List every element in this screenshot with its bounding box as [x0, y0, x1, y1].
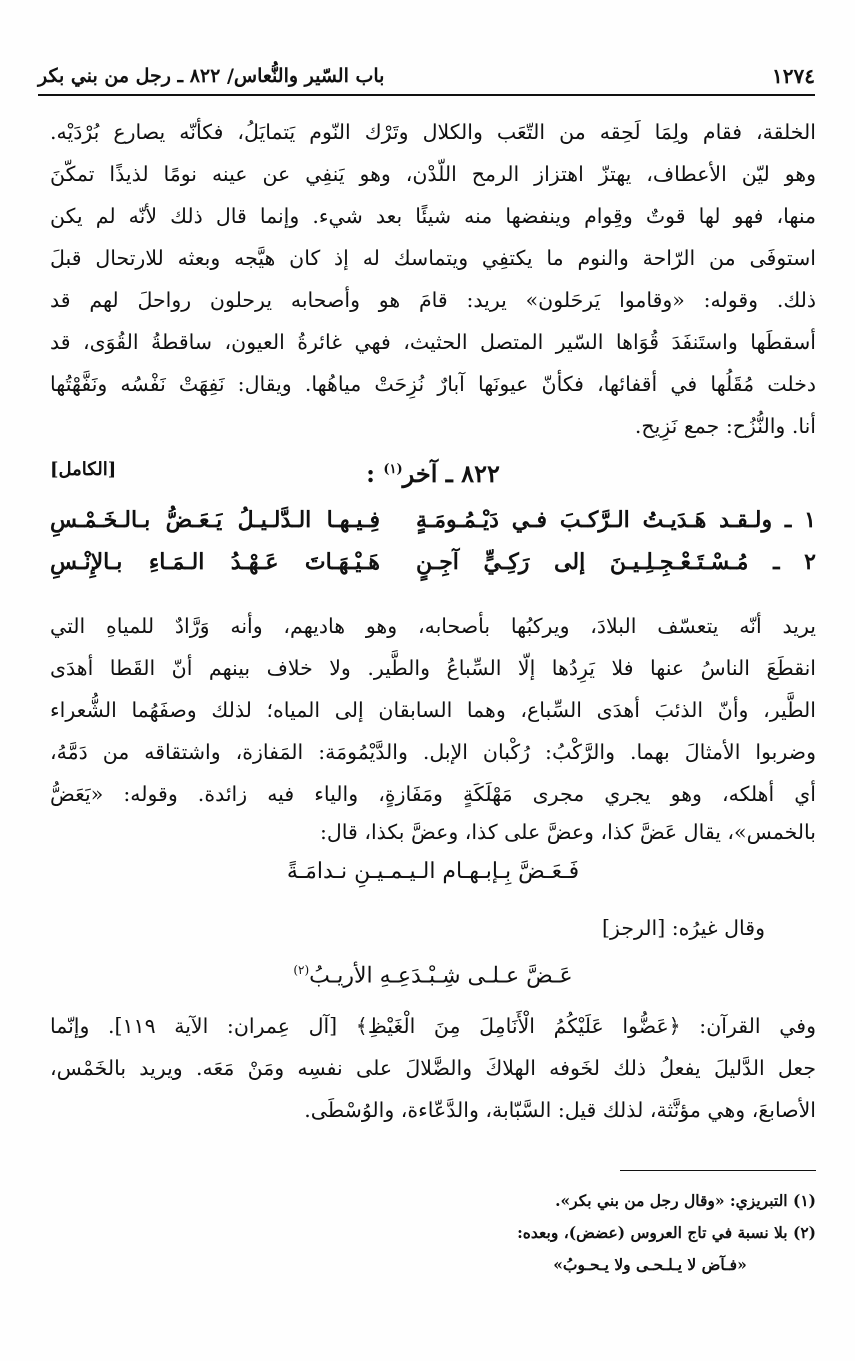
- page-number: ١٢٧٤: [772, 64, 815, 88]
- text-line: أي أهلكه، وهو يجري مجرى مَهْلَكَةٍ ومَفَازةٍ، والياء فيه زائدة. وقوله: «يَعَضُّ: [50, 782, 816, 806]
- footnote-mark: (٢): [293, 963, 310, 977]
- footnote: (٢) بلا نسبة في تاج العروس (عضض)، وبعده:: [517, 1223, 816, 1242]
- poem-title: ٨٢٢ ـ آخر$^{(١)}$ :: [366, 459, 500, 488]
- quote-intro: وقال غيرُه: [الرجز]: [602, 916, 765, 940]
- verse-second-hemistich: فِـيـهـا الـدَّلـيـلُ يَـعَـضُّ بـالـخَـمْـسِ: [50, 507, 380, 533]
- text-line: ذلك. وقوله: «وقاموا يَرحَلون» يريد: قامَ هو وأصحابه يرحلون رواحلَ لهم قد: [50, 288, 816, 312]
- text-line: يريد أنّه يتعسّف البلادَ، ويركبُها بأصحابه، وهو هاديهم، وأنه وَرَّادٌ للمياهِ التي: [50, 614, 816, 638]
- text-line: وفي القرآن: ﴿عَضُّوا عَلَيْكُمُ الْأَنَامِلَ مِنَ الْغَيْظِ﴾ [آل عِمران: الآية ١١٩]. وإنّما: [50, 1014, 816, 1038]
- quoted-verse: فَـعَـضَّ بِـإبـهـام الـيـمـيـنِ نـدامَـةً: [286, 859, 580, 884]
- poem-verse: [50, 540, 816, 584]
- footnote-divider: [620, 1170, 816, 1171]
- quoted-verse: عَـضَّ عـلـى شِـبْـدَعِـهِ الأريـبُ$^{(٢)}$: [293, 963, 573, 989]
- text-line: بالخمس»، يقال عَضَّ كذا، وعضَّ على كذا، وعضَّ بكذا، قال:: [320, 820, 816, 844]
- text-line: وضربوا الأمثالَ بهما. والرَّكْبُ: رُكْبان الإبل. والدَّيْمُومَة: المَفازة، واشتقاقه من دَمَّهُ،: [50, 740, 816, 764]
- verse-second-hemistich: هَـيْـهَـاتَ عَـهْـدُ الـمَـاءِ بـالإِنْـسِ: [50, 549, 380, 575]
- poem-heading: [50, 448, 816, 492]
- text-line: الأصابعَ، وهي مؤنَّثة، لذلك قيل: السَّبّابة، والدَّعّاءة، والوُسْطَى.: [304, 1098, 816, 1122]
- poem-meter: [الكامل]: [50, 459, 117, 480]
- text-line: جعل الدَّليلَ يفعلُ ذلك لخَوفه الهلاكَ والضَّلالَ على نفسِه ومَنْ مَعَه. ويريد بالخَمْس،: [50, 1056, 816, 1080]
- text-line: أسقطَها واستَنفَدَ قُوَاها السّير المتصل الحثيث، فهي غائرةُ العيون، ساقطةُ القُوَى، قد: [50, 330, 816, 354]
- footnote-mark: (١): [383, 462, 403, 477]
- footnote: (١) التبريزي: «وقال رجل من بني بكر».: [555, 1191, 816, 1210]
- text-line: انقطَعَ الناسُ عنها فلا يَرِدُها إلّا السِّباعُ والطَّير. ولا خلاف بينهم أنّ القَطا أهدَى: [50, 656, 816, 680]
- text-line: منها، فهو لها قوتٌ وقِوام وينفضها منه شيئًا بعد شيء. وإنما قال ذلك لأنّه لم يكن: [50, 204, 816, 228]
- text-line: دخلت مُقَلُها في أقفائها، فكأنّ عيونَها آبارٌ نُزِحَتْ مياهُها. ويقال: نَفِهَتْ نَفْسُه ونَفَّهْتُها: [50, 372, 816, 396]
- text-line: الخلقة، فقام ولِمَا لَحِقه من التّعَب والكلال وتَرْك النّوم يَتمايَلُ، فكأنّه يصارع بُرْدَيْه.: [50, 120, 816, 144]
- page-header: [38, 58, 815, 96]
- footnote-verse: «فـآض لا يـلـحـى ولا يـحـوبُ»: [553, 1255, 747, 1274]
- verse-first-hemistich: ٢ ـ مُـسْـتَـعْـجِـلِـيـنَ إلى رَكِـيٍّ آجِـنٍ: [416, 549, 816, 575]
- text-line: استوفَى من الرّاحة والنوم ما يكتفِي ويتماسك له إذ كان هيَّجه وبعثه للارتحال قبلَ: [50, 246, 816, 270]
- running-title: باب السّير والنُّعاس/ ٨٢٢ ـ رجل من بني بكر: [38, 65, 385, 87]
- text-line: أنا. والنُّزُح: جمع نَزِيح.: [634, 414, 816, 438]
- text-line: الطَّير، وأنّ الذئبَ أهدَى السِّباع، وهما السابقان إلى المياه؛ لذلك وصفَهُما الشُّعراء: [50, 698, 816, 722]
- poem-verse: [50, 498, 816, 542]
- text-line: وهو ليّن الأعطاف، يهتزّ اهتزاز الرمح اللّدْن، وهو يَنفِي عن عينه نومًا لذيذًا تمكّنَ: [50, 162, 816, 186]
- verse-first-hemistich: ١ ـ ولـقـد هَـدَيـتُ الـرَّكـبَ فـي دَيْـمُـومَـةٍ: [416, 507, 816, 533]
